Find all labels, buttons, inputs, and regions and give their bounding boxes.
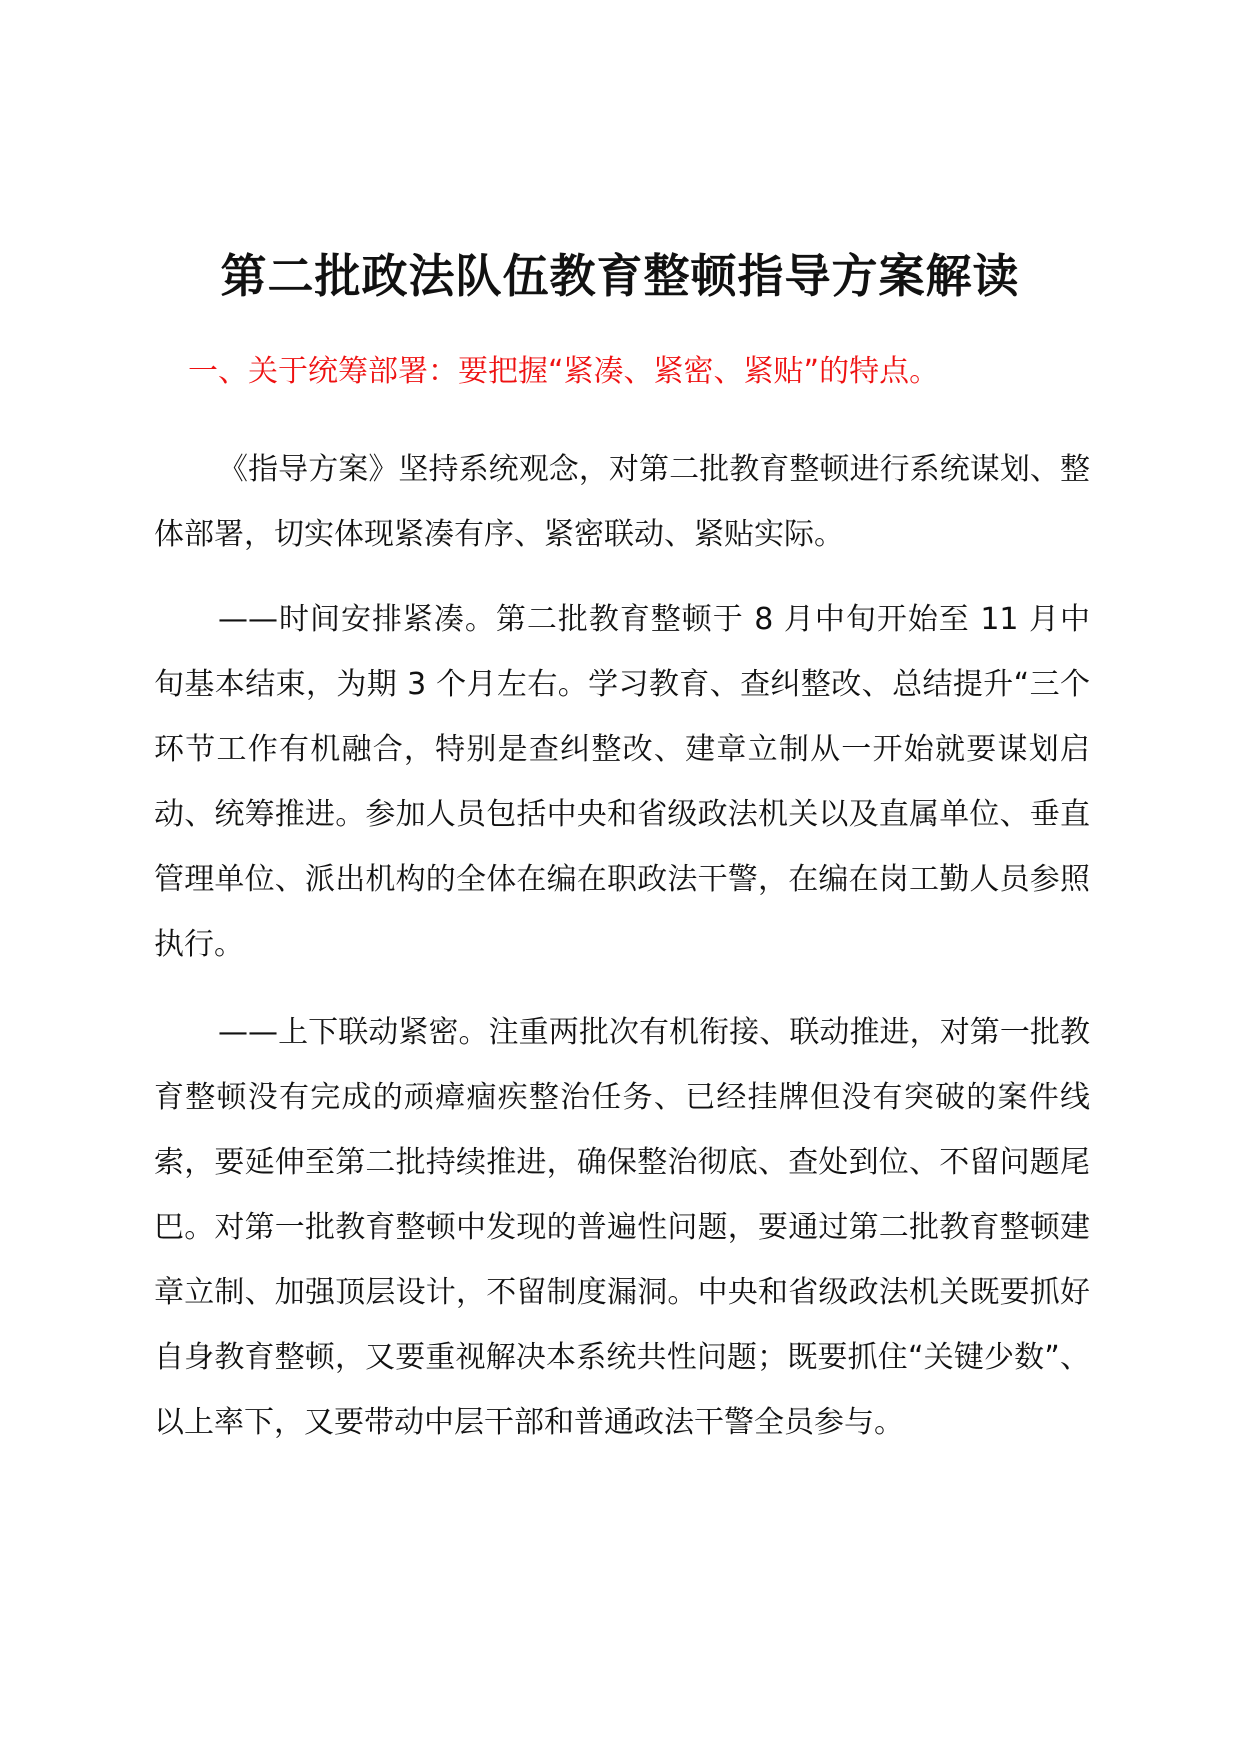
document-title: 第二批政法队伍教育整顿指导方案解读 (220, 249, 1020, 303)
paragraph-intro: 《指导方案》坚持系统观念，对第二批教育整顿进行系统谋划、整体部署，切实体现紧凑有序、紧密联动、紧贴实际。 (154, 452, 1090, 552)
section-heading: 一、关于统筹部署：要把握“紧凑、紧密、紧贴”的特点。 (188, 354, 940, 389)
paragraph-time-arrangement: ——时间安排紧凑。第二批教育整顿于 8 月中旬开始至 11 月中旬基本结束，为期 3 个月左右。学习教育、查纠整改、总结提升“三个环节工作有机融合，特别是查纠整改、建章立制从一开始就要谋划启动、统筹推进。参加人员包括中央和省级政法机关以及直属单位、垂直管理单位、派出机构的全体在编在职政法干警，在编在岗工勤人员参照执行。 (154, 602, 1090, 962)
paragraph-linkage: ——上下联动紧密。注重两批次有机衔接、联动推进，对第一批教育整顿没有完成的顽瘴痼疾整治任务、已经挂牌但没有突破的案件线索，要延伸至第二批持续推进，确保整治彻底、查处到位、不留问题尾巴。对第一批教育整顿中发现的普遍性问题，要通过第二批教育整顿建章立制、加强顶层设计，不留制度漏洞。中央和省级政法机关既要抓好自身教育整顿，又要重视解决本系统共性问题；既要抓住“关键少数”、以上率下，又要带动中层干部和普通政法干警全员参与。 (154, 1015, 1090, 1440)
